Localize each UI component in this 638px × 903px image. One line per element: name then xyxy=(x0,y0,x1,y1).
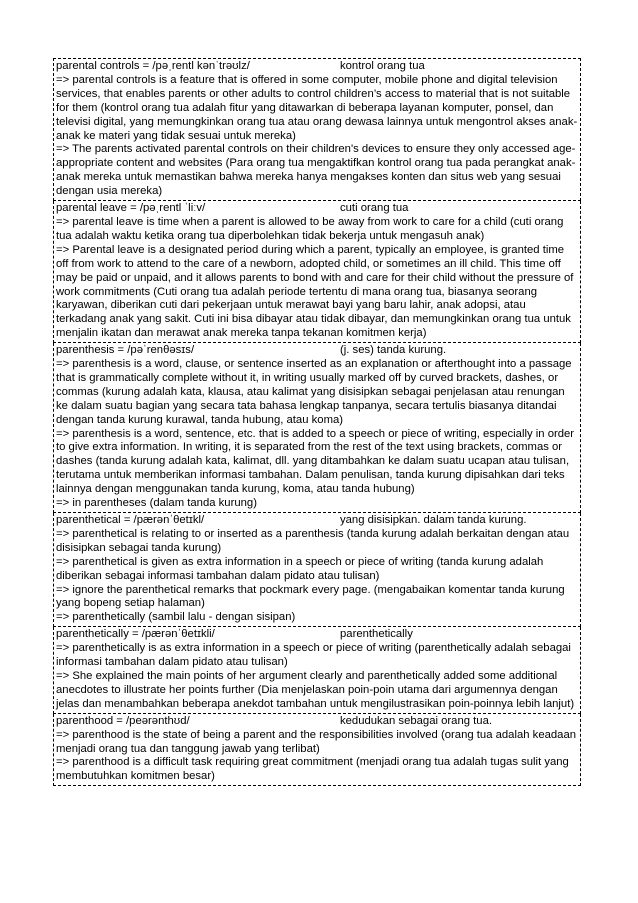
glossary-document xyxy=(53,58,581,786)
entry-definition-line: => She explained the main points of her argument clearly and parenthetically added some additional anecdotes to illustrate her points further (Dia menjelaskan poin-poin utama dari argumennya dengan jelas dan menambahkan beberapa anekdot tambahan untuk mengilustrasikan poin-poinnya lebih lanjut) xyxy=(56,669,575,710)
entry-term: parenthesis = /pəˈrenθəsɪs/ xyxy=(56,344,195,357)
entry-term: parenthetically = /pærənˈθetɪkli/ xyxy=(56,628,215,641)
entry-definition-line: => parenthetically (sambil lalu - dengan sisipan) xyxy=(56,611,296,624)
entry-definition-line: => The parents activated parental controls on their children's devices to ensure they only accessed age-appropriate content and websites (Para orang tua mengaktifkan kontrol orang tua pada perangkat anak-anak mereka untuk memastikan bahwa mereka hanya mengakses konten dan situs web yang sesuai dengan usia mereka) xyxy=(56,143,576,198)
entry-definition-line: => parenthesis is a word, sentence, etc. that is added to a speech or piece of writing, especially in order to give extra information. In writing, it is separated from the rest of the text using brackets, commas or dashes (tanda kurung adalah kata, kalimat, dll. yang ditambahkan ke dalam suatu ucapan atau tulisan, terutama untuk memberikan informasi tambahan. Dalam penulisan, tanda kurung dipisahkan dari teks lainnya dengan menggunakan tanda kurung, koma, atau tanda hubung) xyxy=(56,427,575,496)
entry-meaning: yang disisipkan. dalam tanda kurung. xyxy=(340,514,527,526)
glossary-entry xyxy=(53,343,581,513)
glossary-entry xyxy=(53,513,581,627)
glossary-entry xyxy=(53,58,581,201)
entry-term: parenthetical = /pærənˈθetɪkl/ xyxy=(56,514,205,526)
entry-heading xyxy=(56,715,578,729)
entry-definition-line: => parenthetically is as extra information in a speech or piece of writing (parenthetically adalah sebagai informasi tambahan dalam pidato atau tulisan) xyxy=(56,642,571,669)
entry-meaning: kedudukan sebagai orang tua. xyxy=(340,714,493,727)
glossary-entry xyxy=(53,714,581,787)
entry-definition-line: => parental leave is time when a parent is allowed to be away from work to care for a child (cuti orang tua adalah waktu ketika orang tua diperbolehkan tidak bekerja untuk mengasuh anak) xyxy=(56,215,564,242)
entry-definition-line: => ignore the parenthetical remarks that pockmark every page. (mengabaikan komentar tanda kurung yang bopeng setiap halaman) xyxy=(56,583,565,610)
entry-definition-line: => parenthood is the state of being a parent and the responsibilities involved (orang tua adalah keadaan menjadi orang tua dan tanggung jawab yang terlibat) xyxy=(56,728,577,755)
entry-heading xyxy=(56,628,578,642)
entry-heading xyxy=(56,60,578,74)
entry-definition-line: => parenthetical is given as extra information in a speech or piece of writing (tanda kurung adalah diberikan sebagai informasi tambahan dalam pidato atau tulisan) xyxy=(56,555,544,582)
entry-definition-line: => parenthood is a difficult task requiring great commitment (menjadi orang tua adalah tugas sulit yang membutuhkan komitmen besar) xyxy=(56,756,569,783)
entry-definition-line: => parenthesis is a word, clause, or sentence inserted as an explanation or afterthought into a passage that is grammatically complete without it, in writing usually marked off by curved brackets, dashes, or commas (kurung adalah kata, klausa, atau kalimat yang disisipkan sebagai penjelasan atau renungan ke dalam suatu bagian yang secara tata bahasa lengkap tanpanya, secara tertulis biasanya ditandai dengan tanda kurung kurawal, tanda hubung, atau koma) xyxy=(56,358,572,426)
entry-definition-line: => parental controls is a feature that is offered in some computer, mobile phone and digital television services, that enables parents or other adults to control children’s access to material that is not suitable for them (kontrol orang tua adalah fitur yang ditawarkan di beberapa layanan komputer, ponsel, dan televisi digital, yang memungkinkan orang tua atau orang dewasa lainnya untuk mengontrol akses anak-anak ke materi yang tidak sesuai untuk mereka) xyxy=(56,73,578,142)
entry-definition-line: => parenthetical is relating to or inserted as a parenthesis (tanda kurung adalah berkaitan dengan atau disisipkan sebagai tanda kurung) xyxy=(56,527,570,554)
entry-term: parental leave = /pəˌrentl ˈliːv/ xyxy=(56,202,206,215)
entry-term: parental controls = /pəˌrentl kənˈtrəʊlz/ xyxy=(56,60,250,72)
entry-meaning: (j. ses) tanda kurung. xyxy=(340,344,447,357)
glossary-entry xyxy=(53,201,581,343)
entry-meaning: parenthetically xyxy=(340,628,413,641)
entry-meaning: kontrol orang tua xyxy=(340,60,425,72)
entry-term: parenthood = /peərənthʊd/ xyxy=(56,714,190,727)
entry-definition-line: => Parental leave is a designated period during which a parent, typically an employee, is granted time off from work to attend to the care of a newborn, adopted child, or sometimes an ill child. This time off may be paid or unpaid, and it allows parents to bond with and care for their child without the pressure of work commitments (Cuti orang tua adalah periode tertentu di mana orang tua, biasanya seorang karyawan, diberikan cuti dari pekerjaan untuk merawat bayi yang baru lahir, anak adopsi, atau terkadang anak yang sakit. Cuti ini bisa dibayar atau tidak dibayar, dan memungkinkan orang tua untuk menjalin ikatan dan merawat anak mereka tanpa tekanan komitmen kerja) xyxy=(56,243,574,340)
entry-heading xyxy=(56,202,578,216)
glossary-entry xyxy=(53,627,581,713)
entry-heading xyxy=(56,344,578,358)
entry-definition-line: => in parentheses (dalam tanda kurung) xyxy=(56,497,257,510)
entry-heading xyxy=(56,514,578,528)
entry-meaning: cuti orang tua xyxy=(340,202,409,215)
